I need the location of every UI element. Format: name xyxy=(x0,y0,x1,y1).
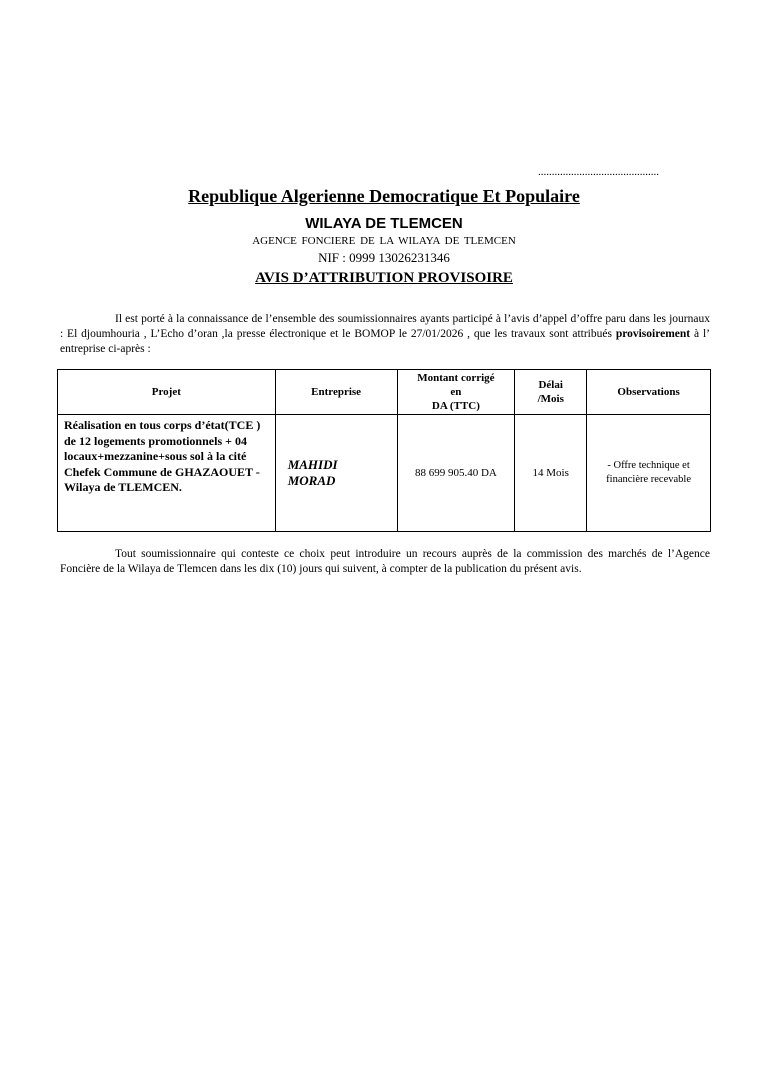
cell-projet: Réalisation en tous corps d’état(TCE ) de 12 logements promotionnels + 04 locaux+mezzanine+sous sol à la cité Chefek Commune de GHAZAOUET - Wilaya de TLEMCEN. xyxy=(58,415,276,532)
intro-paragraph xyxy=(60,312,710,357)
observations-line2: financière recevable xyxy=(606,474,691,485)
entreprise-line1: MAHIDI xyxy=(287,457,338,472)
nif-number: NIF : 0999 13026231346 xyxy=(318,250,450,265)
recours-paragraph: Tout soumissionnaire qui conteste ce choix peut introduire un recours auprès de la commission des marchés de l’Agence Foncière de la Wilaya de Tlemcen dans les dix (10) jours qui suivent, à compter de la publication du présent avis. xyxy=(60,548,710,575)
header-observations: Observations xyxy=(587,370,711,415)
wilaya-title: WILAYA DE TLEMCEN xyxy=(305,215,463,232)
observations-line1: - Offre technique et xyxy=(607,460,690,471)
header-montant xyxy=(397,370,515,415)
intro-text-after: à l’ entreprise ci-après : xyxy=(60,328,710,355)
cell-delai: 14 Mois xyxy=(515,415,587,532)
agence-name: AGENCE FONCIERE DE LA WILAYA DE TLEMCEN xyxy=(252,235,516,247)
avis-title: AVIS D’ATTRIBUTION PROVISOIRE xyxy=(255,270,513,286)
header-montant-line2: en xyxy=(450,386,462,398)
table-row xyxy=(58,415,711,532)
signature-dots: ............................................ xyxy=(538,166,659,178)
header-delai-line2: /Mois xyxy=(537,393,564,405)
header-projet: Projet xyxy=(58,370,276,415)
republic-title: Republique Algerienne Democratique Et Populaire xyxy=(188,186,580,206)
entreprise-line2: MORAD xyxy=(287,473,336,488)
cell-observations xyxy=(587,415,711,532)
attribution-table xyxy=(57,369,711,532)
header-montant-line3: DA (TTC) xyxy=(431,400,480,412)
header-delai xyxy=(515,370,587,415)
intro-text-before: Il est porté à la connaissance de l’ensemble des soumissionnaires ayants participé à l’avis d’appel d’offre paru dans les journaux : El djoumhouria , L’Echo d’oran ,la presse électronique et le BOMOP le 27/01/2026 , que les travaux sont attribués xyxy=(60,313,710,340)
header-entreprise: Entreprise xyxy=(275,370,397,415)
intro-bold-word: provisoirement xyxy=(615,328,691,340)
header-delai-line1: Délai xyxy=(538,379,563,391)
header-montant-line1: Montant corrigé xyxy=(417,372,495,384)
cell-montant: 88 699 905.40 DA xyxy=(397,415,515,532)
cell-entreprise xyxy=(275,415,397,532)
table-header-row xyxy=(58,370,711,415)
